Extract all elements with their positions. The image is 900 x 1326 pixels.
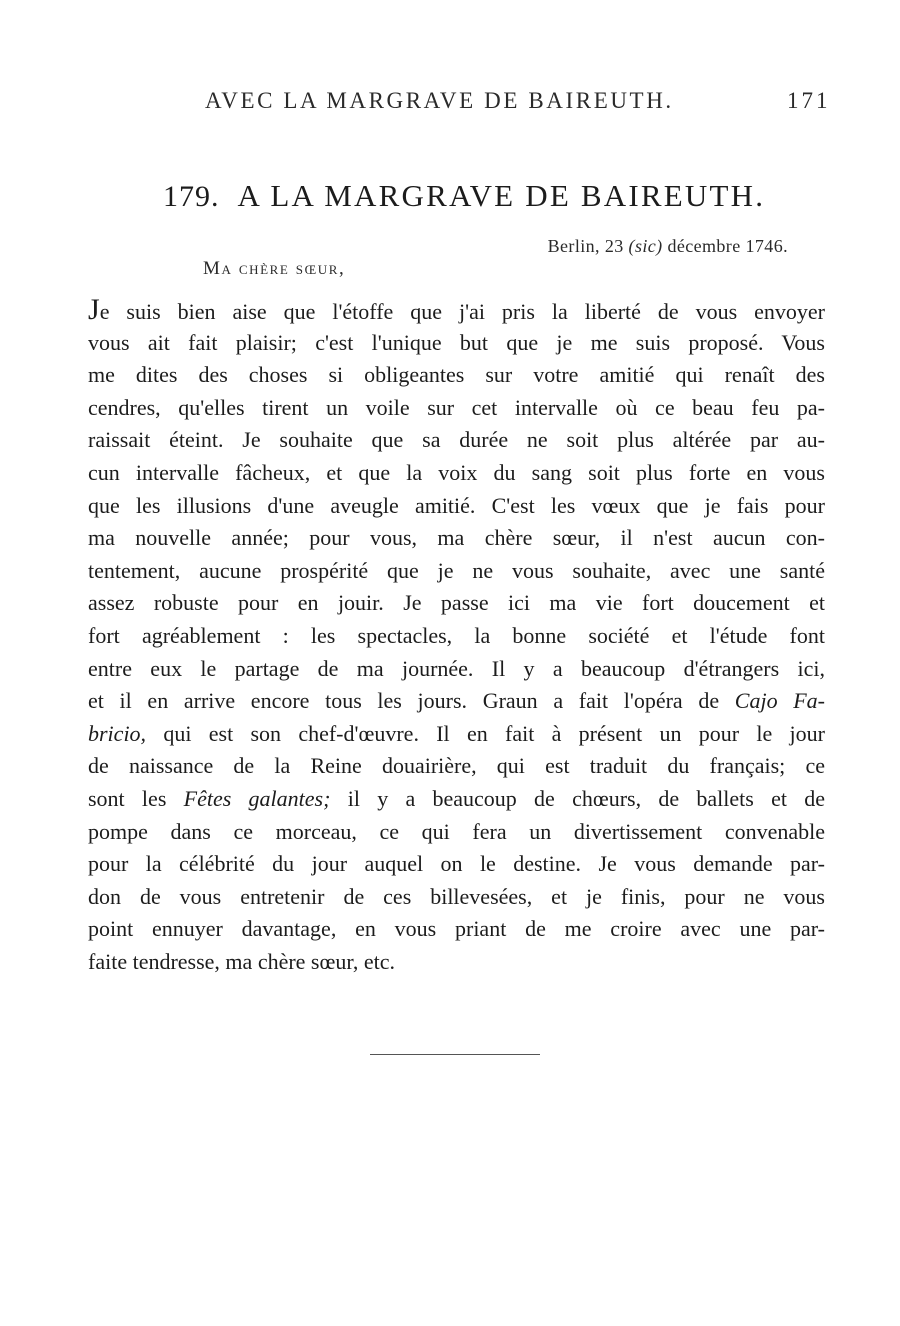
body-line: cendres, qu'elles tirent un voile sur cet intervalle où ce beau feu pa- — [88, 394, 825, 420]
letter-heading — [163, 178, 765, 214]
body-line: raissait éteint. Je souhaite que sa durée ne soit plus altérée par au- — [88, 427, 825, 453]
body-line-last: faite tendresse, ma chère sœur, etc. — [88, 948, 395, 974]
running-title: AVEC LA MARGRAVE DE BAIREUTH. — [205, 88, 674, 113]
body-line: me dites des choses si obligeantes sur votre amitié qui renaît des — [88, 362, 825, 388]
letter-title: A LA MARGRAVE DE BAIREUTH. — [237, 178, 766, 213]
dateline-sic: (sic) — [628, 236, 663, 256]
drop-cap: J — [88, 294, 100, 326]
opera-title: Cajo Fa- — [734, 688, 825, 714]
body-line: point ennuyer davantage, en vous priant de me croire avec une par- — [88, 916, 825, 942]
body-line: ma nouvelle année; pour vous, ma chère sœur, il n'est aucun con- — [88, 525, 825, 551]
body-line: fort agréablement : les spectacles, la bonne société et l'étude font — [88, 622, 825, 648]
body-line: pour la célébrité du jour auquel on le destine. Je vous demande par- — [88, 851, 825, 877]
dateline-rest: décembre 1746. — [667, 236, 788, 256]
body-line: tentement, aucune prospérité que je ne vous souhaite, avec une santé — [88, 557, 825, 583]
body-line: don de vous entretenir de ces billevesées, et je finis, pour ne vous — [88, 883, 825, 909]
body-line: bricio, qui est son chef-d'œuvre. Il en fait à présent un pour le jour — [88, 720, 825, 746]
body-line: cun intervalle fâcheux, et que la voix du sang soit plus forte en vous — [88, 459, 825, 485]
running-head — [0, 88, 900, 124]
opera-title-cont: bricio, — [88, 720, 147, 746]
body-line: vous ait fait plaisir; c'est l'unique but que je me suis proposé. Vous — [88, 329, 825, 355]
body-line: pompe dans ce morceau, ce qui fera un divertissement convenable — [88, 818, 825, 844]
work-title: Fêtes galantes; — [183, 785, 331, 811]
page-number: 171 — [787, 88, 831, 113]
section-divider — [370, 1054, 540, 1055]
dateline-place-date: Berlin, 23 — [547, 236, 624, 256]
letter-number: 179. — [163, 180, 220, 213]
body-line: de naissance de la Reine douairière, qui est traduit du français; ce — [88, 753, 825, 779]
body-line: sont les Fêtes galantes; il y a beaucoup de chœurs, de ballets et de — [88, 785, 825, 811]
body-line: et il en arrive encore tous les jours. Graun a fait l'opéra de Cajo Fa- — [88, 688, 825, 714]
dateline — [548, 236, 788, 257]
body-line: que les illusions d'une aveugle amitié. C'est les vœux que je fais pour — [88, 492, 825, 518]
body-line: Je suis bien aise que l'étoffe que j'ai pris la liberté de vous envoyer — [88, 294, 825, 326]
body-line: entre eux le partage de ma journée. Il y a beaucoup d'étrangers ici, — [88, 655, 825, 681]
salutation: Ma chère sœur, — [203, 258, 346, 279]
letter-body — [88, 294, 825, 978]
body-line: assez robuste pour en jouir. Je passe ici ma vie fort doucement et — [88, 590, 825, 616]
